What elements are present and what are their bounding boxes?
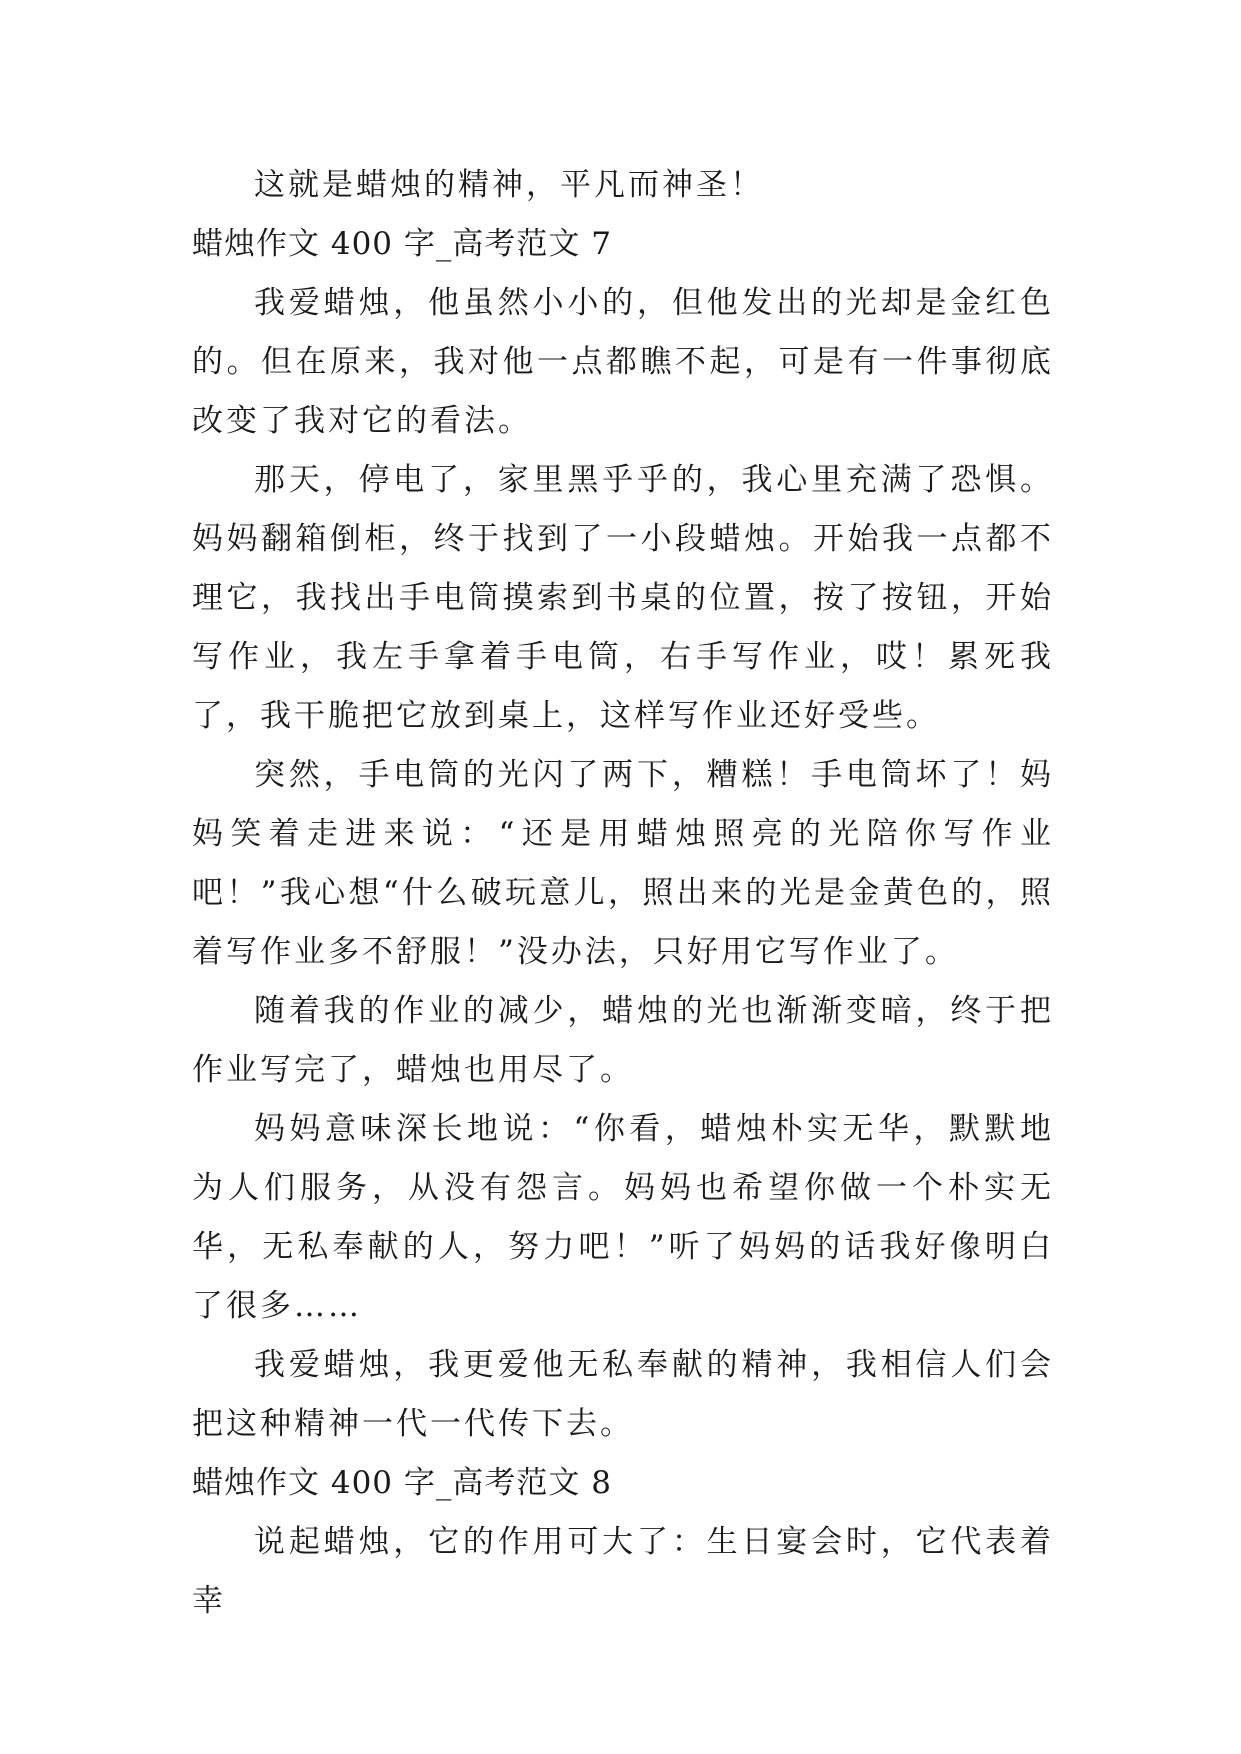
paragraph-closing-7: 这就是蜡烛的精神，平凡而神圣！: [254, 167, 764, 203]
essay-7-paragraph-5: 妈妈意味深长地说：“你看，蜡烛朴实无华，默默地为人们服务，从没有怨言。妈妈也希望你做一个朴实无华，无私奉献的人，努力吧！”听了妈妈的话我好像明白了很多……: [192, 1111, 1054, 1324]
essay-7-heading: 蜡烛作文 400 字_高考范文 7: [192, 226, 612, 262]
essay-7-paragraph-1: 我爱蜡烛，他虽然小小的，但他发出的光却是金红色的。但在原来，我对他一点都瞧不起，可是有一件事彻底改变了我对它的看法。: [192, 285, 1054, 439]
document-body: [192, 156, 1054, 1631]
essay-7-paragraph-6: 我爱蜡烛，我更爱他无私奉献的精神，我相信人们会把这种精神一代一代传下去。: [192, 1347, 1054, 1442]
essay-8-paragraph-1: 说起蜡烛，它的作用可大了：生日宴会时，它代表着幸: [192, 1524, 1054, 1619]
essay-7-paragraph-4: 随着我的作业的减少，蜡烛的光也渐渐变暗，终于把作业写完了，蜡烛也用尽了。: [192, 993, 1054, 1088]
essay-7-paragraph-2: 那天，停电了，家里黑乎乎的，我心里充满了恐惧。妈妈翻箱倒柜，终于找到了一小段蜡烛。开始我一点都不理它，我找出手电筒摸索到书桌的位置，按了按钮，开始写作业，我左手拿着手电筒，右手写作业，哎！累死我了，我干脆把它放到桌上，这样写作业还好受些。: [192, 462, 1054, 734]
essay-7-paragraph-3: 突然，手电筒的光闪了两下，糟糕！手电筒坏了！妈妈笑着走进来说：“还是用蜡烛照亮的光陪你写作业吧！”我心想“什么破玩意儿，照出来的光是金黄色的，照着写作业多不舒服！”没办法，只好用它写作业了。: [192, 757, 1054, 970]
essay-8-heading: 蜡烛作文 400 字_高考范文 8: [192, 1465, 612, 1501]
